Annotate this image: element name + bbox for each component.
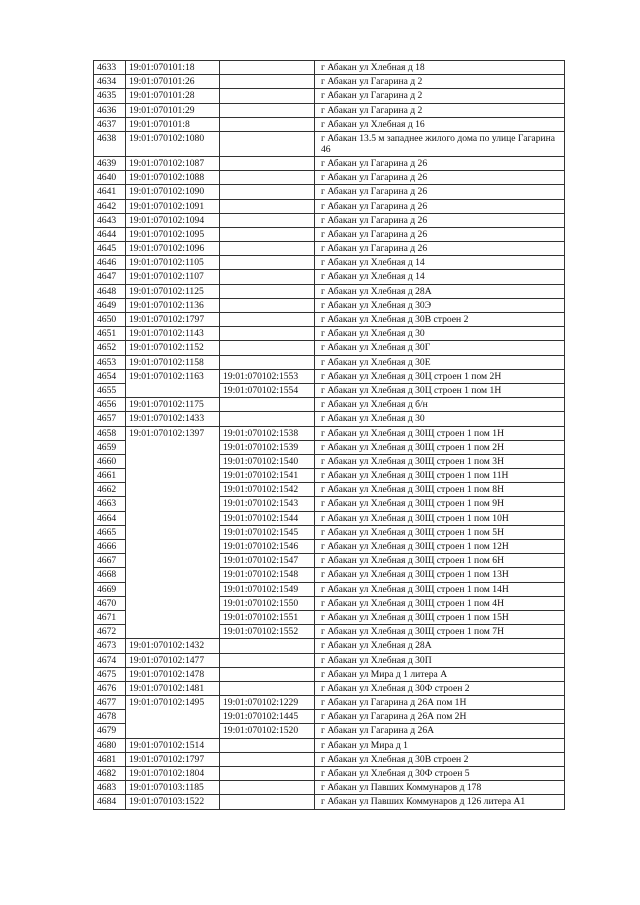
sub-cadastral-number-cell: 19:01:070102:1540 bbox=[220, 454, 315, 468]
table-row bbox=[94, 653, 565, 667]
table-row bbox=[94, 426, 565, 440]
cadastral-number-cell: 19:01:070102:1095 bbox=[126, 227, 220, 241]
sub-cadastral-number-cell bbox=[220, 227, 315, 241]
address-cell: г Абакан ул Гагарина д 26 bbox=[315, 213, 565, 227]
row-number-cell: 4678 bbox=[94, 710, 126, 724]
table-row bbox=[94, 75, 565, 89]
row-number-cell: 4660 bbox=[94, 454, 126, 468]
table-row bbox=[94, 483, 565, 497]
sub-cadastral-number-cell bbox=[220, 341, 315, 355]
sub-cadastral-number-cell bbox=[220, 653, 315, 667]
address-cell: г Абакан ул Хлебная д 30Щ строен 1 пом 7Н bbox=[315, 625, 565, 639]
address-cell: г Абакан ул Хлебная д 30Щ строен 1 пом 14Н bbox=[315, 582, 565, 596]
cadastral-number-cell: 19:01:070101:18 bbox=[126, 61, 220, 75]
row-number-cell: 4653 bbox=[94, 355, 126, 369]
cadastral-number-cell bbox=[126, 511, 220, 525]
row-number-cell: 4642 bbox=[94, 199, 126, 213]
table-row bbox=[94, 525, 565, 539]
address-cell: г Абакан ул Хлебная д 30Щ строен 1 пом 11Н bbox=[315, 469, 565, 483]
table-body bbox=[94, 61, 565, 810]
cadastral-number-cell bbox=[126, 610, 220, 624]
table-row bbox=[94, 667, 565, 681]
address-cell: г Абакан ул Хлебная д 30Ф строен 2 bbox=[315, 681, 565, 695]
cadastral-table bbox=[93, 60, 565, 810]
row-number-cell: 4663 bbox=[94, 497, 126, 511]
address-cell: г Абакан ул Гагарина д 26А пом 1Н bbox=[315, 696, 565, 710]
table-row bbox=[94, 724, 565, 738]
table-row bbox=[94, 540, 565, 554]
cadastral-number-cell: 19:01:070102:1163 bbox=[126, 369, 220, 383]
cadastral-number-cell: 19:01:070102:1804 bbox=[126, 767, 220, 781]
row-number-cell: 4644 bbox=[94, 227, 126, 241]
row-number-cell: 4671 bbox=[94, 610, 126, 624]
cadastral-number-cell: 19:01:070102:1481 bbox=[126, 681, 220, 695]
address-cell: г Абакан ул Хлебная д 30Щ строен 1 пом 1Н bbox=[315, 426, 565, 440]
table-row bbox=[94, 213, 565, 227]
table-row bbox=[94, 199, 565, 213]
cadastral-number-cell: 19:01:070103:1185 bbox=[126, 781, 220, 795]
row-number-cell: 4683 bbox=[94, 781, 126, 795]
table-row bbox=[94, 383, 565, 397]
row-number-cell: 4666 bbox=[94, 540, 126, 554]
row-number-cell: 4681 bbox=[94, 752, 126, 766]
address-cell: г Абакан ул Гагарина д 26 bbox=[315, 227, 565, 241]
address-cell: г Абакан ул Гагарина д 26А bbox=[315, 724, 565, 738]
address-cell: г Абакан ул Гагарина д 26А пом 2Н bbox=[315, 710, 565, 724]
cadastral-number-cell: 19:01:070102:1432 bbox=[126, 639, 220, 653]
table-row bbox=[94, 242, 565, 256]
sub-cadastral-number-cell bbox=[220, 313, 315, 327]
row-number-cell: 4645 bbox=[94, 242, 126, 256]
sub-cadastral-number-cell bbox=[220, 667, 315, 681]
sub-cadastral-number-cell bbox=[220, 795, 315, 809]
row-number-cell: 4662 bbox=[94, 483, 126, 497]
table-row bbox=[94, 795, 565, 809]
row-number-cell: 4677 bbox=[94, 696, 126, 710]
sub-cadastral-number-cell bbox=[220, 256, 315, 270]
table-row bbox=[94, 355, 565, 369]
cadastral-number-cell: 19:01:070102:1433 bbox=[126, 412, 220, 426]
sub-cadastral-number-cell: 19:01:070102:1546 bbox=[220, 540, 315, 554]
cadastral-number-cell: 19:01:070103:1522 bbox=[126, 795, 220, 809]
cadastral-number-cell: 19:01:070102:1478 bbox=[126, 667, 220, 681]
address-cell: г Абакан ул Гагарина д 26 bbox=[315, 199, 565, 213]
address-cell: г Абакан ул Хлебная д 30Г bbox=[315, 341, 565, 355]
sub-cadastral-number-cell: 19:01:070102:1547 bbox=[220, 554, 315, 568]
sub-cadastral-number-cell bbox=[220, 355, 315, 369]
cadastral-number-cell: 19:01:070101:28 bbox=[126, 89, 220, 103]
address-cell: г Абакан ул Хлебная д 30Ц строен 1 пом 2Н bbox=[315, 369, 565, 383]
sub-cadastral-number-cell: 19:01:070102:1543 bbox=[220, 497, 315, 511]
cadastral-number-cell: 19:01:070102:1080 bbox=[126, 131, 220, 156]
row-number-cell: 4640 bbox=[94, 171, 126, 185]
cadastral-number-cell bbox=[126, 469, 220, 483]
address-cell: г Абакан ул Хлебная д 14 bbox=[315, 256, 565, 270]
address-cell: г Абакан ул Хлебная д 30Э bbox=[315, 298, 565, 312]
address-cell: г Абакан ул Гагарина д 26 bbox=[315, 185, 565, 199]
sub-cadastral-number-cell bbox=[220, 156, 315, 170]
row-number-cell: 4668 bbox=[94, 568, 126, 582]
sub-cadastral-number-cell bbox=[220, 681, 315, 695]
row-number-cell: 4643 bbox=[94, 213, 126, 227]
row-number-cell: 4656 bbox=[94, 398, 126, 412]
document-page bbox=[93, 60, 564, 810]
sub-cadastral-number-cell: 19:01:070102:1538 bbox=[220, 426, 315, 440]
table-row bbox=[94, 582, 565, 596]
table-row bbox=[94, 270, 565, 284]
address-cell: г Абакан ул Хлебная д 30Щ строен 1 пом 4Н bbox=[315, 596, 565, 610]
table-row bbox=[94, 284, 565, 298]
table-row bbox=[94, 511, 565, 525]
row-number-cell: 4647 bbox=[94, 270, 126, 284]
row-number-cell: 4682 bbox=[94, 767, 126, 781]
sub-cadastral-number-cell: 19:01:070102:1549 bbox=[220, 582, 315, 596]
cadastral-number-cell bbox=[126, 454, 220, 468]
cadastral-number-cell bbox=[126, 497, 220, 511]
cadastral-number-cell: 19:01:070102:1514 bbox=[126, 738, 220, 752]
cadastral-number-cell: 19:01:070102:1152 bbox=[126, 341, 220, 355]
sub-cadastral-number-cell bbox=[220, 398, 315, 412]
cadastral-number-cell bbox=[126, 724, 220, 738]
table-row bbox=[94, 767, 565, 781]
row-number-cell: 4674 bbox=[94, 653, 126, 667]
cadastral-number-cell: 19:01:070102:1087 bbox=[126, 156, 220, 170]
sub-cadastral-number-cell: 19:01:070102:1548 bbox=[220, 568, 315, 582]
address-cell: г Абакан ул Хлебная д 30Щ строен 1 пом 9Н bbox=[315, 497, 565, 511]
sub-cadastral-number-cell bbox=[220, 117, 315, 131]
sub-cadastral-number-cell bbox=[220, 781, 315, 795]
row-number-cell: 4638 bbox=[94, 131, 126, 156]
table-row bbox=[94, 454, 565, 468]
address-cell: г Абакан ул Гагарина д 26 bbox=[315, 242, 565, 256]
table-row bbox=[94, 681, 565, 695]
address-cell: г Абакан ул Хлебная д 30Ц строен 1 пом 1Н bbox=[315, 383, 565, 397]
cadastral-number-cell: 19:01:070102:1495 bbox=[126, 696, 220, 710]
cadastral-number-cell bbox=[126, 440, 220, 454]
row-number-cell: 4634 bbox=[94, 75, 126, 89]
sub-cadastral-number-cell bbox=[220, 639, 315, 653]
address-cell: г Абакан ул Павших Коммунаров д 126 литера А1 bbox=[315, 795, 565, 809]
row-number-cell: 4649 bbox=[94, 298, 126, 312]
table-row bbox=[94, 412, 565, 426]
sub-cadastral-number-cell: 19:01:070102:1445 bbox=[220, 710, 315, 724]
row-number-cell: 4655 bbox=[94, 383, 126, 397]
sub-cadastral-number-cell: 19:01:070102:1229 bbox=[220, 696, 315, 710]
row-number-cell: 4635 bbox=[94, 89, 126, 103]
sub-cadastral-number-cell: 19:01:070102:1541 bbox=[220, 469, 315, 483]
row-number-cell: 4673 bbox=[94, 639, 126, 653]
table-row bbox=[94, 327, 565, 341]
cadastral-number-cell: 19:01:070102:1088 bbox=[126, 171, 220, 185]
cadastral-number-cell bbox=[126, 483, 220, 497]
cadastral-number-cell: 19:01:070102:1797 bbox=[126, 313, 220, 327]
table-row bbox=[94, 89, 565, 103]
address-cell: г Абакан ул Хлебная д 16 bbox=[315, 117, 565, 131]
address-cell: г Абакан ул Хлебная д 30Щ строен 1 пом 3Н bbox=[315, 454, 565, 468]
table-row bbox=[94, 131, 565, 156]
row-number-cell: 4675 bbox=[94, 667, 126, 681]
address-cell: г Абакан 13.5 м западнее жилого дома по улице Гагарина 46 bbox=[315, 131, 565, 156]
address-cell: г Абакан ул Хлебная д 30Щ строен 1 пом 13Н bbox=[315, 568, 565, 582]
table-row bbox=[94, 341, 565, 355]
row-number-cell: 4651 bbox=[94, 327, 126, 341]
row-number-cell: 4680 bbox=[94, 738, 126, 752]
address-cell: г Абакан ул Хлебная д 30Щ строен 1 пом 8Н bbox=[315, 483, 565, 497]
sub-cadastral-number-cell: 19:01:070102:1539 bbox=[220, 440, 315, 454]
sub-cadastral-number-cell bbox=[220, 327, 315, 341]
cadastral-number-cell: 19:01:070102:1105 bbox=[126, 256, 220, 270]
table-row bbox=[94, 256, 565, 270]
sub-cadastral-number-cell bbox=[220, 242, 315, 256]
row-number-cell: 4637 bbox=[94, 117, 126, 131]
row-number-cell: 4641 bbox=[94, 185, 126, 199]
sub-cadastral-number-cell bbox=[220, 752, 315, 766]
row-number-cell: 4652 bbox=[94, 341, 126, 355]
address-cell: г Абакан ул Хлебная д 30В строен 2 bbox=[315, 752, 565, 766]
cadastral-number-cell: 19:01:070102:1090 bbox=[126, 185, 220, 199]
sub-cadastral-number-cell bbox=[220, 171, 315, 185]
sub-cadastral-number-cell bbox=[220, 75, 315, 89]
cadastral-number-cell: 19:01:070101:29 bbox=[126, 103, 220, 117]
cadastral-number-cell: 19:01:070102:1397 bbox=[126, 426, 220, 440]
row-number-cell: 4679 bbox=[94, 724, 126, 738]
cadastral-number-cell: 19:01:070102:1143 bbox=[126, 327, 220, 341]
table-row bbox=[94, 103, 565, 117]
address-cell: г Абакан ул Хлебная д 30Щ строен 1 пом 2Н bbox=[315, 440, 565, 454]
table-row bbox=[94, 781, 565, 795]
sub-cadastral-number-cell: 19:01:070102:1552 bbox=[220, 625, 315, 639]
cadastral-number-cell bbox=[126, 568, 220, 582]
row-number-cell: 4669 bbox=[94, 582, 126, 596]
table-row bbox=[94, 568, 565, 582]
cadastral-number-cell: 19:01:070102:1477 bbox=[126, 653, 220, 667]
table-row bbox=[94, 554, 565, 568]
table-row bbox=[94, 738, 565, 752]
row-number-cell: 4672 bbox=[94, 625, 126, 639]
sub-cadastral-number-cell bbox=[220, 738, 315, 752]
row-number-cell: 4646 bbox=[94, 256, 126, 270]
cadastral-number-cell: 19:01:070102:1107 bbox=[126, 270, 220, 284]
sub-cadastral-number-cell: 19:01:070102:1545 bbox=[220, 525, 315, 539]
sub-cadastral-number-cell: 19:01:070102:1554 bbox=[220, 383, 315, 397]
row-number-cell: 4658 bbox=[94, 426, 126, 440]
sub-cadastral-number-cell bbox=[220, 298, 315, 312]
table-row bbox=[94, 596, 565, 610]
address-cell: г Абакан ул Хлебная д 18 bbox=[315, 61, 565, 75]
row-number-cell: 4670 bbox=[94, 596, 126, 610]
row-number-cell: 4654 bbox=[94, 369, 126, 383]
cadastral-number-cell: 19:01:070102:1094 bbox=[126, 213, 220, 227]
address-cell: г Абакан ул Хлебная д 28А bbox=[315, 639, 565, 653]
row-number-cell: 4667 bbox=[94, 554, 126, 568]
sub-cadastral-number-cell: 19:01:070102:1551 bbox=[220, 610, 315, 624]
address-cell: г Абакан ул Гагарина д 2 bbox=[315, 75, 565, 89]
row-number-cell: 4650 bbox=[94, 313, 126, 327]
sub-cadastral-number-cell: 19:01:070102:1550 bbox=[220, 596, 315, 610]
sub-cadastral-number-cell: 19:01:070102:1553 bbox=[220, 369, 315, 383]
address-cell: г Абакан ул Хлебная д 30Ф строен 5 bbox=[315, 767, 565, 781]
sub-cadastral-number-cell bbox=[220, 767, 315, 781]
address-cell: г Абакан ул Хлебная д 30Щ строен 1 пом 5Н bbox=[315, 525, 565, 539]
sub-cadastral-number-cell: 19:01:070102:1520 bbox=[220, 724, 315, 738]
sub-cadastral-number-cell bbox=[220, 61, 315, 75]
address-cell: г Абакан ул Мира д 1 bbox=[315, 738, 565, 752]
address-cell: г Абакан ул Хлебная д 30П bbox=[315, 653, 565, 667]
address-cell: г Абакан ул Хлебная д 14 bbox=[315, 270, 565, 284]
sub-cadastral-number-cell: 19:01:070102:1544 bbox=[220, 511, 315, 525]
row-number-cell: 4657 bbox=[94, 412, 126, 426]
row-number-cell: 4684 bbox=[94, 795, 126, 809]
sub-cadastral-number-cell bbox=[220, 270, 315, 284]
table-row bbox=[94, 625, 565, 639]
sub-cadastral-number-cell bbox=[220, 185, 315, 199]
address-cell: г Абакан ул Мира д 1 литера А bbox=[315, 667, 565, 681]
row-number-cell: 4661 bbox=[94, 469, 126, 483]
table-row bbox=[94, 227, 565, 241]
address-cell: г Абакан ул Павших Коммунаров д 178 bbox=[315, 781, 565, 795]
table-row bbox=[94, 369, 565, 383]
row-number-cell: 4659 bbox=[94, 440, 126, 454]
table-row bbox=[94, 313, 565, 327]
table-row bbox=[94, 639, 565, 653]
table-row bbox=[94, 156, 565, 170]
cadastral-number-cell: 19:01:070102:1091 bbox=[126, 199, 220, 213]
address-cell: г Абакан ул Хлебная д 30 bbox=[315, 327, 565, 341]
cadastral-number-cell: 19:01:070102:1125 bbox=[126, 284, 220, 298]
cadastral-number-cell: 19:01:070102:1096 bbox=[126, 242, 220, 256]
row-number-cell: 4664 bbox=[94, 511, 126, 525]
row-number-cell: 4633 bbox=[94, 61, 126, 75]
sub-cadastral-number-cell bbox=[220, 284, 315, 298]
table-row bbox=[94, 185, 565, 199]
cadastral-number-cell bbox=[126, 554, 220, 568]
sub-cadastral-number-cell bbox=[220, 412, 315, 426]
address-cell: г Абакан ул Хлебная д 30В строен 2 bbox=[315, 313, 565, 327]
table-row bbox=[94, 610, 565, 624]
address-cell: г Абакан ул Хлебная д 30Щ строен 1 пом 6Н bbox=[315, 554, 565, 568]
sub-cadastral-number-cell bbox=[220, 213, 315, 227]
cadastral-number-cell bbox=[126, 596, 220, 610]
table-row bbox=[94, 398, 565, 412]
table-row bbox=[94, 497, 565, 511]
address-cell: г Абакан ул Гагарина д 26 bbox=[315, 171, 565, 185]
address-cell: г Абакан ул Хлебная д 30Щ строен 1 пом 12Н bbox=[315, 540, 565, 554]
address-cell: г Абакан ул Хлебная д 28А bbox=[315, 284, 565, 298]
cadastral-number-cell: 19:01:070101:8 bbox=[126, 117, 220, 131]
sub-cadastral-number-cell bbox=[220, 103, 315, 117]
cadastral-number-cell: 19:01:070102:1158 bbox=[126, 355, 220, 369]
cadastral-number-cell bbox=[126, 582, 220, 596]
table-row bbox=[94, 171, 565, 185]
row-number-cell: 4648 bbox=[94, 284, 126, 298]
cadastral-number-cell bbox=[126, 383, 220, 397]
cadastral-number-cell: 19:01:070102:1136 bbox=[126, 298, 220, 312]
address-cell: г Абакан ул Хлебная д 30 bbox=[315, 412, 565, 426]
sub-cadastral-number-cell bbox=[220, 131, 315, 156]
sub-cadastral-number-cell: 19:01:070102:1542 bbox=[220, 483, 315, 497]
table-row bbox=[94, 469, 565, 483]
row-number-cell: 4676 bbox=[94, 681, 126, 695]
table-row bbox=[94, 117, 565, 131]
table-row bbox=[94, 710, 565, 724]
table-row bbox=[94, 298, 565, 312]
table-row bbox=[94, 61, 565, 75]
address-cell: г Абакан ул Хлебная д 30Щ строен 1 пом 10Н bbox=[315, 511, 565, 525]
sub-cadastral-number-cell bbox=[220, 89, 315, 103]
table-row bbox=[94, 752, 565, 766]
table-row bbox=[94, 696, 565, 710]
cadastral-number-cell bbox=[126, 525, 220, 539]
cadastral-number-cell bbox=[126, 540, 220, 554]
row-number-cell: 4639 bbox=[94, 156, 126, 170]
cadastral-number-cell: 19:01:070101:26 bbox=[126, 75, 220, 89]
address-cell: г Абакан ул Гагарина д 2 bbox=[315, 103, 565, 117]
row-number-cell: 4636 bbox=[94, 103, 126, 117]
address-cell: г Абакан ул Гагарина д 26 bbox=[315, 156, 565, 170]
sub-cadastral-number-cell bbox=[220, 199, 315, 213]
table-row bbox=[94, 440, 565, 454]
address-cell: г Абакан ул Хлебная д б/н bbox=[315, 398, 565, 412]
cadastral-number-cell bbox=[126, 625, 220, 639]
address-cell: г Абакан ул Хлебная д 30Е bbox=[315, 355, 565, 369]
row-number-cell: 4665 bbox=[94, 525, 126, 539]
cadastral-number-cell: 19:01:070102:1175 bbox=[126, 398, 220, 412]
cadastral-number-cell: 19:01:070102:1797 bbox=[126, 752, 220, 766]
cadastral-number-cell bbox=[126, 710, 220, 724]
address-cell: г Абакан ул Хлебная д 30Щ строен 1 пом 15Н bbox=[315, 610, 565, 624]
address-cell: г Абакан ул Гагарина д 2 bbox=[315, 89, 565, 103]
